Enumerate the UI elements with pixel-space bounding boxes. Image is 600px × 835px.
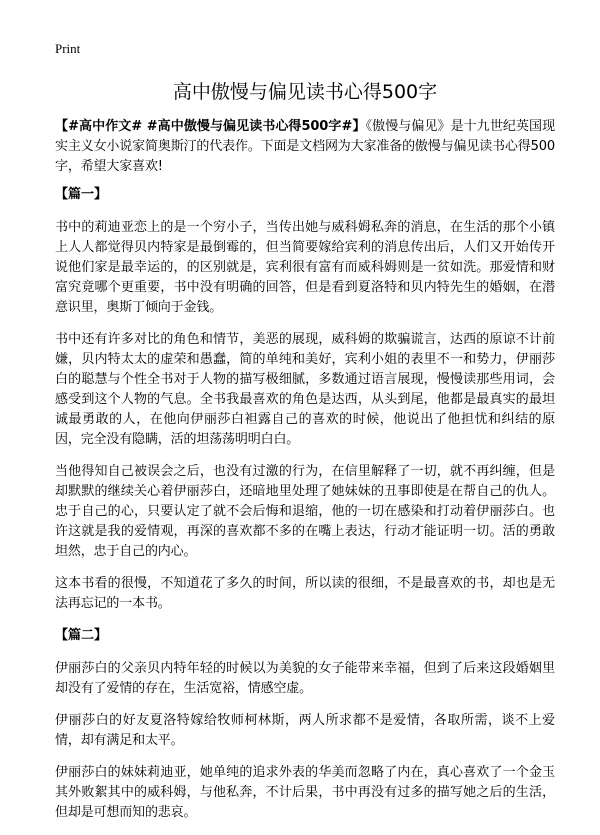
section-2 [55, 626, 555, 823]
section-2-paragraph-3: 伊丽莎白的妹妹莉迪亚，她单纯的追求外表的华美而忽略了内在，真心喜欢了一个金玉其外败絮其中的威科姆，与他私奔，不计后果，书中再没有过多的描写她之后的生活，但却是可想而知的悲哀。 [55, 765, 555, 820]
intro-text: 《傲慢与偏见》是十九世纪英国现实主义女小说家简奥斯汀的代表作。下面是文档网为大家准备的傲慢与偏见读书心得500字，希望大家喜欢! [55, 119, 555, 174]
section-1-paragraph-2: 书中还有许多对比的角色和情节，美恶的展现，威科姆的欺骗谎言，达西的原谅不计前嫌，贝内特太太的虚荣和愚蠢，简的单纯和美好，宾利小姐的表里不一和势力，伊丽莎白的聪慧与个性全书对于人物的描写极细腻，多数通过语言展现，慢慢读那些用词，会感受到这个人物的气息。全书我最喜欢的角色是达西，从头到尾，他都是最真实的最坦诚最勇敢的人，在他向伊丽莎白袒露自己的喜欢的时候，他说出了他担忧和纠结的原因，完全没有隐瞒，活的坦荡荡明明白白。 [55, 332, 555, 447]
section-1-paragraph-4: 这本书看的很慢，不知道花了多久的时间，所以读的很细，不是最喜欢的书，却也是无法再忘记的一本书。 [55, 576, 555, 611]
document-page [55, 38, 555, 835]
intro-tags: 【#高中作文# #高中傲慢与偏见读书心得500字#】 [55, 119, 366, 134]
section-heading: 【篇一】 [55, 187, 108, 202]
section-heading: 【篇二】 [55, 628, 108, 643]
section-1 [55, 185, 555, 614]
page-title: 高中傲慢与偏见读书心得500字 [172, 81, 438, 103]
intro-paragraph [55, 117, 555, 177]
print-link[interactable]: Print [55, 41, 81, 56]
section-1-paragraph-1: 书中的莉迪亚恋上的是一个穷小子，当传出她与威科姆私奔的消息，在生活的那个小镇上人人都觉得贝内特家是最倒霉的，但当简要嫁给宾利的消息传出后，人们又开始传开说他们家是最幸运的，的区别就是，宾利很有富有而威科姆则是一贫如洗。那爱情和财富究竟哪个更重要，书中没有明确的回答，但是看到夏洛特和贝内特先生的婚姻，在潜意识里，奥斯丁倾向于金钱。 [55, 220, 555, 315]
section-2-paragraph-1: 伊丽莎白的父亲贝内特年轻的时候以为美貌的女子能带来幸福，但到了后来这段婚姻里却没有了爱情的存在，生活宽裕，情感空虚。 [55, 661, 555, 696]
section-1-paragraph-3: 当他得知自己被误会之后，也没有过激的行为，在信里解释了一切，就不再纠缠，但是却默默的继续关心着伊丽莎白，还暗地里处理了她妹妹的丑事即使是在帮自己的仇人。忠于自己的心，只要认定了就不会后悔和退缩，他的一切在感染和打动着伊丽莎白。也许这就是我的爱情观，再深的喜欢都不多的在嘴上表达，行动才能证明一切。活的勇敢坦然，忠于自己的内心。 [55, 464, 555, 559]
section-2-paragraph-2: 伊丽莎白的好友夏洛特嫁给牧师柯林斯，两人所求都不是爱情，各取所需，谈不上爱情，却有满足和太平。 [55, 713, 555, 748]
